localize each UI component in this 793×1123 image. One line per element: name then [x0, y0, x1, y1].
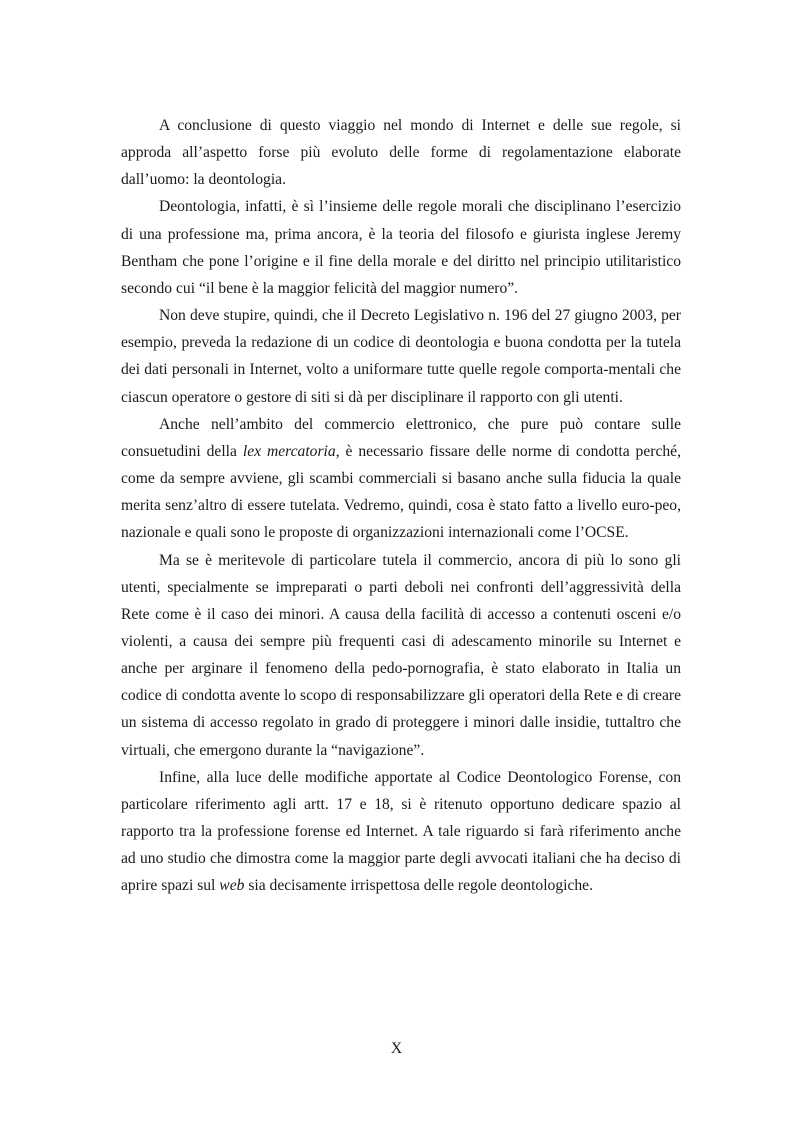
paragraph-2 — [121, 193, 681, 302]
paragraph-6-italic-term: web — [219, 877, 245, 895]
paragraph-6 — [121, 764, 681, 900]
body-text — [121, 112, 681, 900]
paragraph-1 — [121, 112, 681, 193]
paragraph-5-text: Ma se è meritevole di particolare tutela il commercio, ancora di più lo sono gli utenti, specialmente se impreparati o parti deboli nei confronti dell’aggressività della Rete come è il caso dei minori. A causa della facilità di accesso a contenuti osceni e/o violenti, a causa dei sempre più frequenti casi di adescamento minorile su Internet e anche per arginare il fenomeno della pedo-pornografia, è stato elaborato in Italia un codice di condotta avente lo scopo di responsabilizzare gli operatori della Rete e di creare un sistema di accesso regolato in grado di proteggere i minori dalle insidie, tuttaltro che virtuali, che emergono durante la “navigazione”. — [121, 551, 681, 759]
paragraph-6-text-a: Infine, alla luce delle modifiche apportate al Codice Deontologico Forense, con particolare riferimento agli artt. 17 e 18, si è ritenuto opportuno dedicare spazio al rapporto tra la professione forense ed Internet. A tale riguardo si farà riferimento anche ad uno studio che dimostra come la maggior parte degli avvocati italiani che ha deciso di aprire spazi sul — [121, 768, 681, 895]
page-number: X — [390, 1040, 403, 1057]
paragraph-4 — [121, 411, 681, 547]
paragraph-1-text: A conclusione di questo viaggio nel mondo di Internet e delle sue regole, si approda all’aspetto forse più evoluto delle forme di regolamentazione elaborate dall’uomo: la deontologia. — [121, 117, 681, 189]
paragraph-4-text-b: , è necessario fissare delle norme di condotta perché, come da sempre avviene, gli scambi commerciali si basano anche sulla fiducia la quale merita senz’altro di essere tutelata. Vedremo, quindi, cosa è stato fatto a livello euro-peo, nazionale e quali sono le proposte di organizzazioni internazionali come l’OCSE. — [121, 442, 681, 542]
paragraph-4-italic-term: lex mercatoria — [242, 442, 336, 460]
paragraph-4-text-a: Anche nell’ambito del commercio elettronico, che pure può contare sulle consuetudini della — [121, 415, 681, 460]
paragraph-6-text-b: sia decisamente irrispettosa delle regole deontologiche. — [244, 877, 593, 895]
paragraph-2-text: Deontologia, infatti, è sì l’insieme delle regole morali che disciplinano l’esercizio di una professione ma, prima ancora, è la teoria del filosofo e giurista inglese Jeremy Bentham che pone l’origine e il fine della morale e del diritto nel principio utilitaristico secondo cui “il bene è la maggior felicità del maggior numero”. — [121, 198, 681, 297]
paragraph-3 — [121, 302, 681, 411]
paragraph-5 — [121, 547, 681, 764]
paragraph-3-text: Non deve stupire, quindi, che il Decreto Legislativo n. 196 del 27 giugno 2003, per esempio, preveda la redazione di un codice di deontologia e buona condotta per la tutela dei dati personali in Internet, volto a uniformare tutte quelle regole comporta-mentali che ciascun operatore o gestore di siti si dà per disciplinare il rapporto con gli utenti. — [121, 307, 681, 406]
